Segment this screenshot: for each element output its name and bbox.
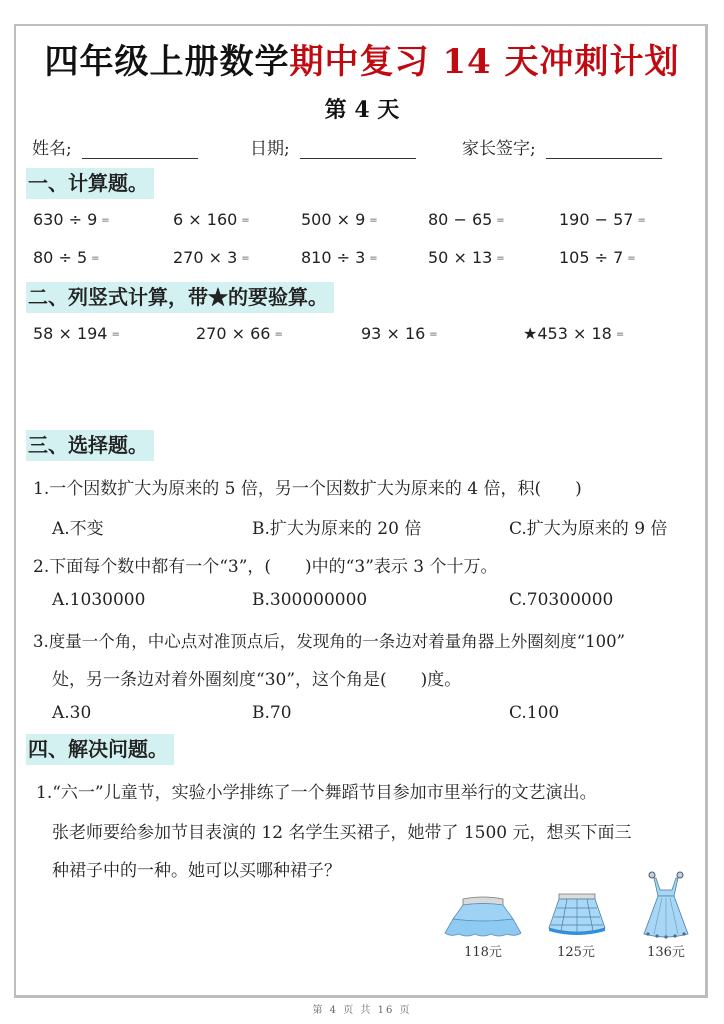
calc-item: 500 × 9 =	[301, 210, 378, 229]
choice-option[interactable]: B.70	[252, 703, 292, 723]
dress-icon	[640, 870, 692, 942]
calc-item: 105 ÷ 7 =	[559, 248, 636, 267]
problem-text-line-3: 种裙子中的一种。她可以买哪种裙子？	[52, 861, 341, 881]
parent-sign-field[interactable]	[462, 134, 662, 159]
date-label: 日期;	[250, 139, 290, 159]
name-label: 姓名;	[32, 139, 72, 159]
parent-sign-label: 家长签字;	[462, 139, 536, 159]
plaid-skirt-icon	[545, 890, 609, 940]
choice-option[interactable]: C.扩大为原来的 9 倍	[509, 519, 668, 539]
calc-item: 80 ÷ 5 =	[33, 248, 100, 267]
choice-option[interactable]: B.300000000	[252, 590, 368, 610]
section-choice-heading: 三、选择题。	[26, 430, 154, 461]
choice-option[interactable]: C.70300000	[509, 590, 614, 610]
title-plan-part: 期中复习 14 天冲刺计划	[289, 42, 680, 82]
choice-option[interactable]: A.30	[52, 703, 92, 723]
calc-item: 190 − 57 =	[559, 210, 646, 229]
vertical-calc-item: 270 × 66 =	[196, 324, 283, 343]
calc-item: 270 × 3 =	[173, 248, 250, 267]
vertical-calc-item-starred: ★453 × 18 =	[523, 324, 625, 343]
page-title	[0, 40, 724, 84]
section-vertical-calc-heading: 二、列竖式计算，带★的要验算。	[26, 282, 334, 313]
day-subtitle: 第 4 天	[324, 97, 400, 123]
date-field[interactable]	[250, 134, 416, 159]
date-blank[interactable]	[300, 142, 416, 159]
vertical-calc-item: 58 × 194 =	[33, 324, 120, 343]
choice-option[interactable]: A.1030000	[52, 590, 146, 610]
choice-question-2: 2.下面每个数中都有一个“3”，( )中的“3”表示 3 个十万。	[33, 557, 498, 577]
vertical-calc-item: 93 × 16 =	[361, 324, 438, 343]
title-grade-part: 四年级上册数学	[44, 42, 290, 82]
choice-question-3-line2: 处，另一条边对着外圈刻度“30”，这个角是( )度。	[52, 670, 462, 690]
skirt-price: 125元	[557, 945, 595, 960]
section-problem-heading: 四、解决问题。	[26, 734, 174, 765]
choice-option[interactable]: B.扩大为原来的 20 倍	[252, 519, 422, 539]
problem-text-line-1: 1.“六一”儿童节，实验小学排练了一个舞蹈节目参加市里举行的文艺演出。	[36, 783, 597, 803]
calc-item: 50 × 13 =	[428, 248, 505, 267]
choice-option[interactable]: C.100	[509, 703, 560, 723]
name-blank[interactable]	[82, 142, 198, 159]
calc-item: 630 ÷ 9 =	[33, 210, 110, 229]
name-field[interactable]	[32, 134, 198, 159]
parent-sign-blank[interactable]	[546, 142, 662, 159]
tiered-skirt-icon	[443, 893, 523, 941]
choice-option[interactable]: A.不变	[52, 519, 104, 539]
skirt-price: 118元	[464, 945, 502, 960]
calc-item: 6 × 160 =	[173, 210, 250, 229]
calc-item: 810 ÷ 3 =	[301, 248, 378, 267]
section-calc-heading: 一、计算题。	[26, 168, 154, 199]
page-number: 第 4 页 共 16 页	[312, 1005, 412, 1016]
choice-question-3: 3.度量一个角，中心点对准顶点后，发现角的一条边对着量角器上外圈刻度“100”	[33, 632, 626, 651]
skirt-price: 136元	[647, 945, 685, 960]
calc-item: 80 − 65 =	[428, 210, 505, 229]
problem-text-line-2: 张老师要给参加节目表演的 12 名学生买裙子，她带了 1500 元，想买下面三	[52, 823, 632, 843]
choice-question-1: 1.一个因数扩大为原来的 5 倍，另一个因数扩大为原来的 4 倍，积( )	[33, 479, 582, 499]
